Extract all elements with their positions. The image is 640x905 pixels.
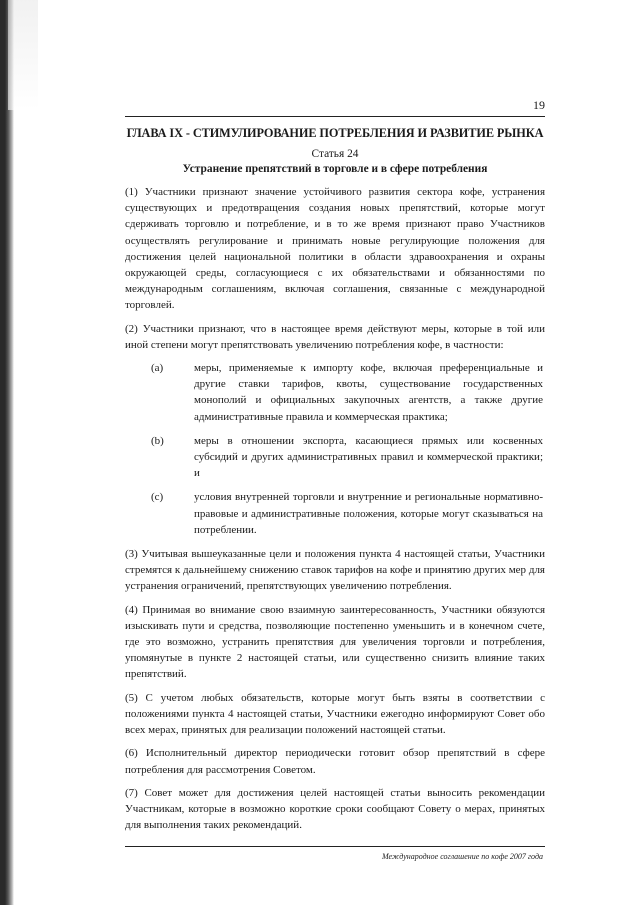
- footer-text: Международное соглашение по кофе 2007 года: [381, 852, 543, 861]
- paragraph-6: (6) Исполнительный директор периодически готовит обзор препятствий в сфере потребления для рассмотрения Советом.: [125, 747, 545, 776]
- subitem-text: условия внутренней торговли и внутренние и региональные нормативно-правовые и административные положения, которые могут сказываться на потреблении.: [194, 491, 543, 536]
- paragraph-3: (3) Учитывая вышеуказанные цели и положения пункта 4 настоящей статьи, Участники стремятся к дальнейшему снижению ставок тарифов на кофе и принятию других мер для устранения ограничений, препятствующих увеличению потребления.: [125, 548, 545, 593]
- paragraph-7: (7) Совет может для достижения целей настоящей статьи выносить рекомендации Участникам, которые в возможно короткие сроки сообщают Совету о мерах, принятых для выполнения таких рекомендаций.: [125, 786, 545, 832]
- subitem-text: меры, применяемые к импорту кофе, включая преференциальные и другие ставки тарифов, квоты, существование государственных монополий и официальных закупочных агентств, а также другие административные правила и коммерческая практика;: [194, 362, 543, 423]
- article-title: Устранение препятствий в торговле и в сфере потребления: [182, 163, 488, 175]
- subitem-b: [125, 433, 545, 482]
- page-number: 19: [533, 98, 545, 112]
- paragraph-4: (4) Принимая во внимание свою взаимную заинтересованность, Участники обязуются изыскивать пути и средства, позволяющие постепенно уменьшить и в конечном счете, где это возможно, устранить препятствия для увеличения торговли и потребления, упомянутые в пункте 2 настоящей статьи, или существенно снизить влияние таких препятствий.: [125, 603, 545, 681]
- subitem-c: [125, 489, 545, 538]
- scan-shadow: [8, 0, 38, 110]
- subitem-label: (b): [151, 434, 164, 447]
- subitem-label: (a): [151, 362, 164, 375]
- paragraph-2: (2) Участники признают, что в настоящее время действуют меры, которые в той или иной степени могут препятствовать увеличению потребления кофе, в частности:: [125, 322, 545, 351]
- subitem-a: [125, 360, 545, 425]
- paragraph-1: (1) Участники признают значение устойчивого развития сектора кофе, устранения существующих и предотвращения создания новых препятствий, которые могут сдерживать торговлю и потребление, и в то же время признают право Участников осуществлять регулирование и принимать новые регулирующие положения для достижения целей национальной политики в области здравоохранения и охраны окружающей среды, согласующиеся с их обязательствами и обязанностями по международным соглашениям, включая соглашения, связанные с международной торговлей.: [125, 186, 545, 312]
- subitem-label: (c): [151, 491, 164, 504]
- scan-binding-edge: [0, 0, 14, 905]
- chapter-title: ГЛАВА IX - СТИМУЛИРОВАНИЕ ПОТРЕБЛЕНИЯ И РАЗВИТИЕ РЫНКА: [126, 126, 544, 140]
- subitem-text: меры в отношении экспорта, касающиеся прямых или косвенных субсидий и других административных правил и коммерческой практики; и: [194, 434, 543, 480]
- paragraph-5: (5) С учетом любых обязательств, которые могут быть взяты в соответствии с положениями пункта 4 настоящей статьи, Участники ежегодно информируют Совет обо всех мерах, принятых для реализации положений настоящей статьи.: [125, 691, 545, 737]
- header-rule: [125, 116, 545, 117]
- footer-rule: [125, 846, 545, 847]
- article-body: [125, 184, 545, 840]
- article-number: Статья 24: [311, 148, 359, 160]
